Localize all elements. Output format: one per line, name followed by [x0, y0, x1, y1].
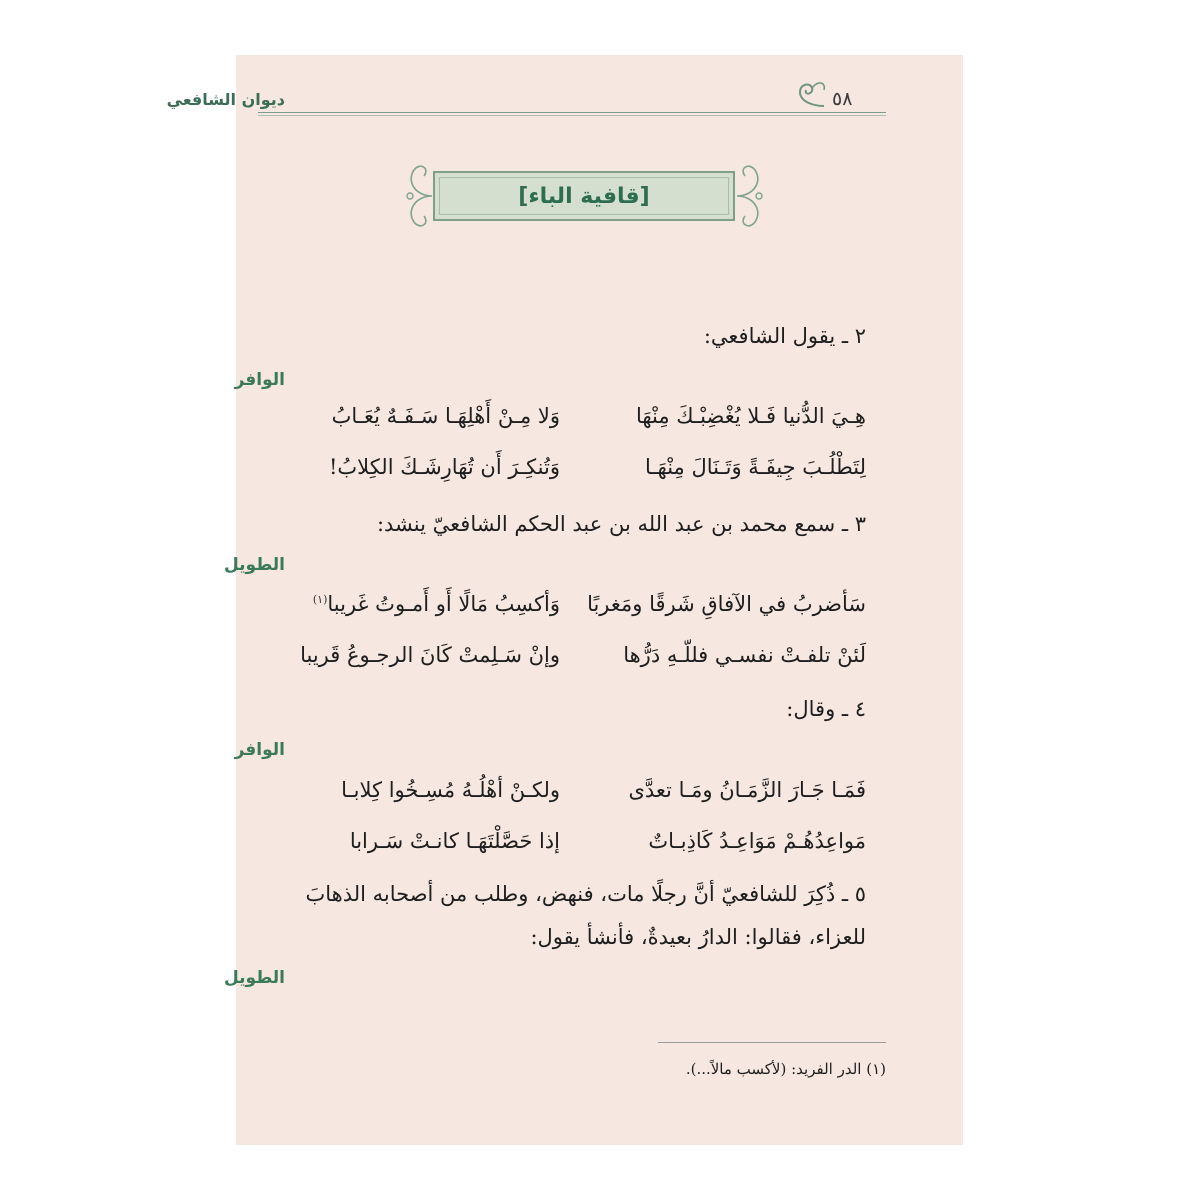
entry-intro: ٣ ـ سمع محمد بن عبد الله بن عبد الحكم الشافعيّ ينشد: [376, 512, 866, 536]
title-ornament-left-icon [402, 152, 434, 240]
meter-label: الطويل [224, 555, 285, 575]
meter-label: الوافر [234, 740, 285, 760]
meter-label: الطويل [224, 968, 285, 988]
verse-second-hemistich: وإنْ سَـلِمتْ كَانَ الرجـوعُ قَريبا [300, 643, 560, 667]
verse-second-hemistich: ولكـنْ أهْلُـهُ مُسِـخُوا كِلابـا [341, 778, 560, 802]
verse-first-hemistich: لَئنْ تلفـتْ نفسـي فللّـهِ دَرُّها [623, 643, 866, 667]
footnote-marker: (١) [866, 1060, 886, 1078]
book-title: ديوان الشافعي [166, 90, 285, 109]
title-ornament-right-icon [735, 152, 767, 240]
section-title-box [433, 171, 735, 221]
verse-second-hemistich: وَلا مِـنْ أَهْلِهَـا سَـفَـهٌ يُعَـابُ [331, 404, 560, 428]
entry-intro: ٢ ـ يقول الشافعي: [703, 324, 866, 348]
verse-first-hemistich: سَأضربُ في الآفاقِ شَرقًا ومَغربًا [587, 592, 866, 616]
section-title: [قافية الباء] [518, 183, 650, 209]
verse-first-hemistich: لِتَطْلُـبَ جِيفَـةً وَتَـنَالَ مِنْهَـا [644, 455, 866, 479]
verse-first-hemistich: هِـيَ الدُّنيا فَـلا يُغْضِبْـكَ مِنْهَا [635, 404, 866, 428]
footnote-rule [658, 1042, 886, 1043]
verse-text: وَأكسِبُ مَالًا أَو أَمـوتُ غَريبا [327, 592, 560, 616]
verse-second-hemistich [313, 592, 560, 616]
footnote-text: الدر الفريد: (لأكسب مالاً...). [685, 1060, 862, 1078]
footnote-reference[interactable]: (١) [312, 593, 328, 606]
meter-label: الوافر [234, 370, 285, 390]
entry-intro: ٤ ـ وقال: [786, 697, 866, 721]
verse-first-hemistich: مَواعِدُهُـمْ مَوَاعِـدُ كَاذِبـاتٌ [648, 829, 866, 853]
verse-second-hemistich: وَتُنكِـرَ أَن تُهَارِشَـكَ الكِلابُ! [328, 455, 560, 479]
page-number: ٥٨ [832, 88, 853, 110]
verse-first-hemistich: فَمَـا جَـارَ الزَّمَـانُ ومَـا تعدَّى [628, 778, 866, 802]
verse-second-hemistich: إذا حَصَّلْتَهَـا كانـتْ سَـرابا [349, 829, 560, 853]
header-rule [258, 112, 886, 116]
entry-intro-line: ٥ ـ ذُكِرَ للشافعيّ أنَّ رجلًا مات، فنهض، وطلب من أصحابه الذهابَ [305, 882, 866, 906]
footnote [686, 1060, 886, 1078]
header-ornament-icon [790, 76, 830, 112]
entry-intro-line: للعزاء، فقالوا: الدارُ بعيدةٌ، فأنشأ يقول: [530, 925, 866, 949]
